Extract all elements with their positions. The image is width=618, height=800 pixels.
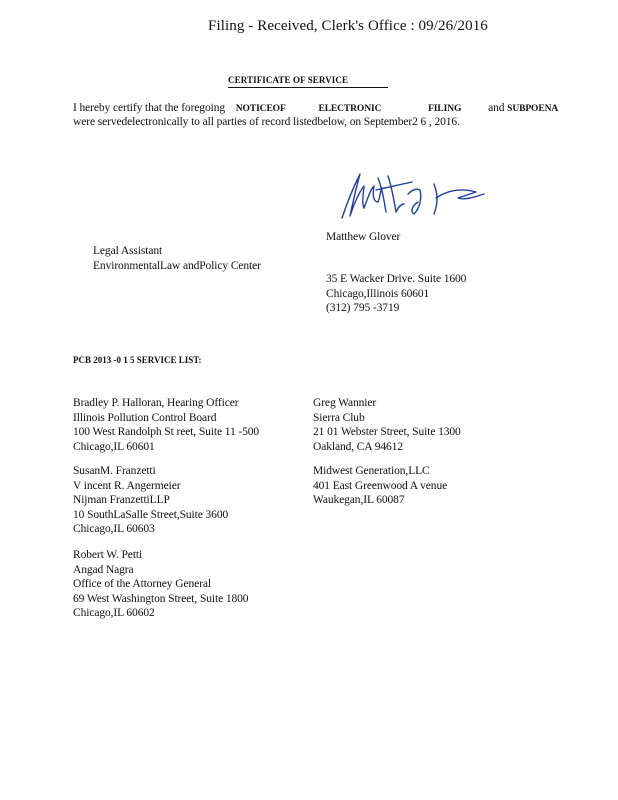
service-list-title: PCB 2013 -0 1 5 SERVICE LIST: bbox=[73, 355, 202, 365]
filing-header: Filing - Received, Clerk's Office : 09/26/2016 bbox=[208, 18, 488, 34]
entry-line: Illinois Pollution Control Board bbox=[73, 411, 217, 424]
signer-organization: EnvironmentalLaw andPolicy Center bbox=[93, 259, 261, 272]
entry-line: Waukegan,IL 60087 bbox=[313, 494, 405, 506]
entry-line: Midwest Generation,LLC bbox=[313, 465, 430, 477]
entry-line: Sierra Club bbox=[313, 411, 365, 424]
electronic: ELECTRONIC bbox=[318, 104, 382, 114]
entry-line: Bradley P. Halloran, Hearing Officer bbox=[73, 397, 239, 409]
notice-of: NOTICEOF bbox=[235, 104, 286, 114]
subpoena: SUBPOENA bbox=[507, 104, 559, 114]
certification-line-1 bbox=[73, 101, 558, 116]
address-line: 35 E Wacker Drive. Suite 1600 bbox=[326, 273, 467, 285]
title-underline bbox=[228, 87, 388, 88]
entry-line: 10 SouthLaSalle Street,Suite 3600 bbox=[73, 508, 229, 521]
signer-role bbox=[93, 244, 261, 273]
signature-image bbox=[338, 168, 488, 224]
entry-line: SusanM. Franzetti bbox=[73, 465, 156, 477]
filing: FILING bbox=[428, 104, 462, 114]
entry-line: Oakland, CA 94612 bbox=[313, 440, 403, 453]
certify-text: I hereby certify that the foregoing bbox=[73, 102, 226, 114]
entry-line: Chicago,IL 60602 bbox=[73, 607, 155, 619]
address-line: (312) 795 -3719 bbox=[326, 302, 400, 314]
entry-line: Chicago,IL 60601 bbox=[73, 440, 155, 453]
service-entry bbox=[313, 396, 461, 454]
entry-line: 69 West Washington Street, Suite 1800 bbox=[73, 592, 249, 605]
entry-line: 401 East Greenwood A venue bbox=[313, 479, 448, 492]
service-entry bbox=[73, 464, 228, 537]
signer-title: Legal Assistant bbox=[93, 245, 163, 257]
signer-name: Matthew Glover bbox=[326, 231, 401, 243]
entry-line: Chicago,IL 60603 bbox=[73, 523, 155, 535]
entry-line: Angad Nagra bbox=[73, 563, 134, 576]
entry-line: 21 01 Webster Street, Suite 1300 bbox=[313, 426, 461, 438]
certification-line-2: were servedelectronically to all parties of record listedbelow, on September2 6 , 2016. bbox=[73, 116, 460, 128]
signer-address bbox=[326, 272, 466, 316]
address-line: Chicago,Illinois 60601 bbox=[326, 287, 430, 300]
service-entry bbox=[313, 464, 447, 508]
service-entry bbox=[73, 548, 248, 621]
entry-line: Robert W. Petti bbox=[73, 549, 143, 561]
service-entry bbox=[73, 396, 259, 454]
entry-line: Nijman FranzettiLLP bbox=[73, 494, 170, 506]
certificate-title: CERTIFICATE OF SERVICE bbox=[228, 75, 349, 85]
and-word: and bbox=[488, 102, 505, 114]
entry-line: Greg Wannier bbox=[313, 397, 377, 409]
entry-line: 100 West Randolph St reet, Suite 11 -500 bbox=[73, 426, 260, 438]
entry-line: Office of the Attorney General bbox=[73, 578, 211, 590]
entry-line: V incent R. Angermeier bbox=[73, 479, 181, 492]
